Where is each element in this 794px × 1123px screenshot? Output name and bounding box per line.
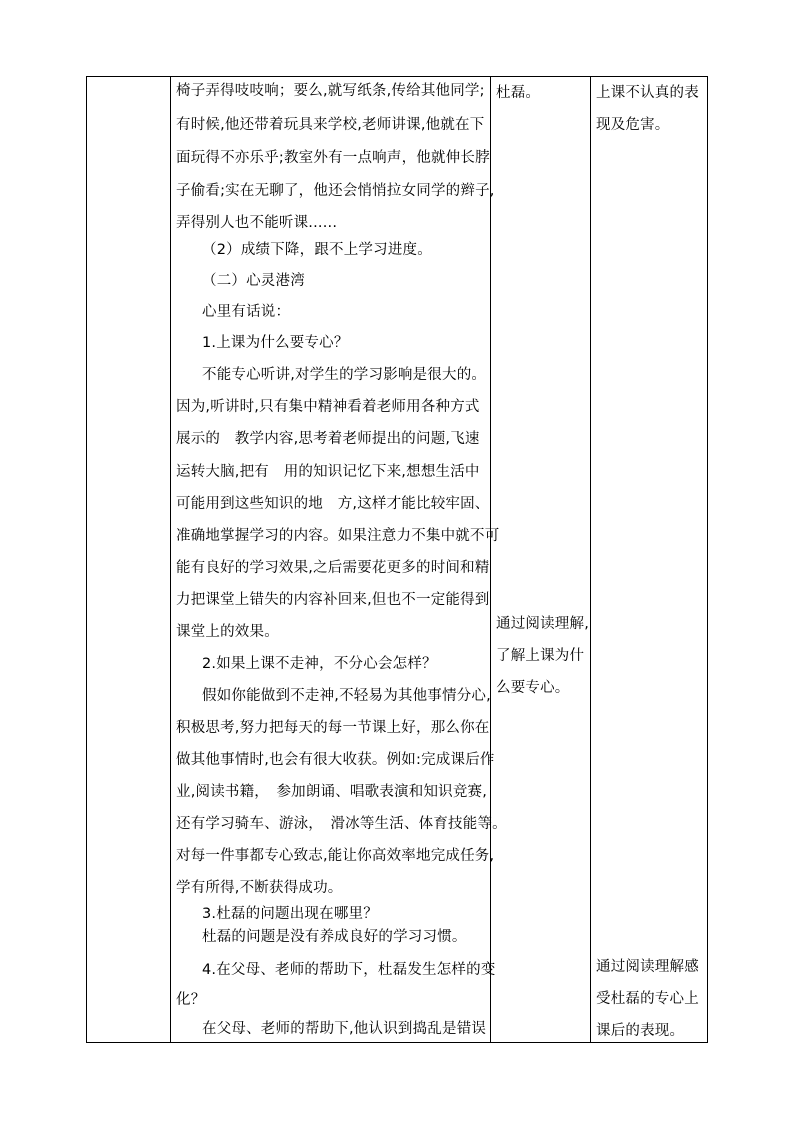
column-divider (170, 77, 171, 1042)
content-line: 杜磊的问题是没有养成良好的学习习惯。 (202, 929, 467, 945)
content-line: 椅子弄得吱吱响；要么,就写纸条,传给其他同学; (176, 83, 485, 99)
content-line: 在父母、老师的帮助下,他认识到捣乱是错误 (202, 1021, 487, 1037)
column-design-intent (592, 77, 708, 1042)
content-line: 课堂上的效果。 (176, 624, 279, 640)
content-line: 子偷看;实在无聊了，他还会悄悄拉女同学的辫子, (176, 183, 495, 199)
content-line: 做其他事情时,也会有很大收获。例如:完成课后作 (176, 752, 495, 768)
intent-line: 通过阅读理解感 (596, 959, 699, 975)
content-line: （2）成绩下降，跟不上学习进度。 (202, 242, 432, 258)
column-teaching-content (172, 77, 507, 1042)
content-line: 3.杜磊的问题出现在哪里？ (202, 906, 378, 922)
content-line: （二）心灵港湾 (202, 273, 305, 289)
activity-line: 通过阅读理解, (496, 616, 590, 632)
content-line: 学有所得,不断获得成功。 (176, 880, 343, 896)
activity-line: 杜磊。 (496, 85, 541, 101)
column-student-activity (492, 77, 590, 1042)
content-line: 面玩得不亦乐乎;教室外有一点响声，他就伸长脖 (176, 150, 490, 166)
column-divider (590, 77, 591, 1042)
content-line: 展示的 教学内容,思考着老师提出的问题,飞速 (176, 431, 480, 447)
intent-line: 受杜磊的专心上 (596, 991, 699, 1007)
content-line: 有时候,他还带着玩具来学校,老师讲课,他就在下 (176, 117, 485, 133)
column-divider (490, 77, 491, 1042)
content-line: 准确地掌握学习的内容。如果注意力不集中就不可 (176, 528, 500, 544)
activity-line: 么要专心。 (496, 680, 570, 696)
content-line: 弄得别人也不能听课...... (176, 215, 338, 231)
content-line: 假如你能做到不走神,不轻易为其他事情分心, (202, 688, 491, 704)
content-line: 对每一件事都专心致志,能让你高效率地完成任务, (176, 848, 495, 864)
activity-line: 了解上课为什 (496, 648, 585, 664)
content-line: 还有学习骑车、游泳， 滑冰等生活、体育技能等。 (176, 816, 507, 832)
content-line: 力把课堂上错失的内容补回来,但也不一定能得到 (176, 592, 490, 608)
content-line: 积极思考,努力把每天的每一节课上好，那么你在 (176, 720, 490, 736)
content-line: 可能用到这些知识的地 方,这样才能比较牢固、 (176, 496, 490, 512)
content-line: 1.上课为什么要专心？ (202, 335, 349, 351)
content-line: 心里有话说： (202, 304, 291, 320)
content-line: 化？ (176, 992, 206, 1008)
content-line: 业,阅读书籍， 参加朗诵、唱歌表演和知识竞赛, (176, 784, 488, 800)
intent-line: 上课不认真的表 (596, 85, 699, 101)
column-stage (87, 77, 170, 1042)
content-line: 能有良好的学习效果,之后需要花更多的时间和精 (176, 560, 490, 576)
lesson-plan-table (86, 76, 708, 1043)
intent-line: 课后的表现。 (596, 1023, 685, 1039)
intent-line: 现及危害。 (596, 117, 670, 133)
content-line: 2.如果上课不走神，不分心会怎样？ (202, 656, 437, 672)
content-line: 运转大脑,把有 用的知识记忆下来,想想生活中 (176, 464, 480, 480)
content-line: 因为,听讲时,只有集中精神看着老师用各种方式 (176, 399, 480, 415)
content-line: 4.在父母、老师的帮助下，杜磊发生怎样的变 (202, 962, 496, 978)
content-line: 不能专心听讲,对学生的学习影响是很大的。 (202, 367, 487, 383)
